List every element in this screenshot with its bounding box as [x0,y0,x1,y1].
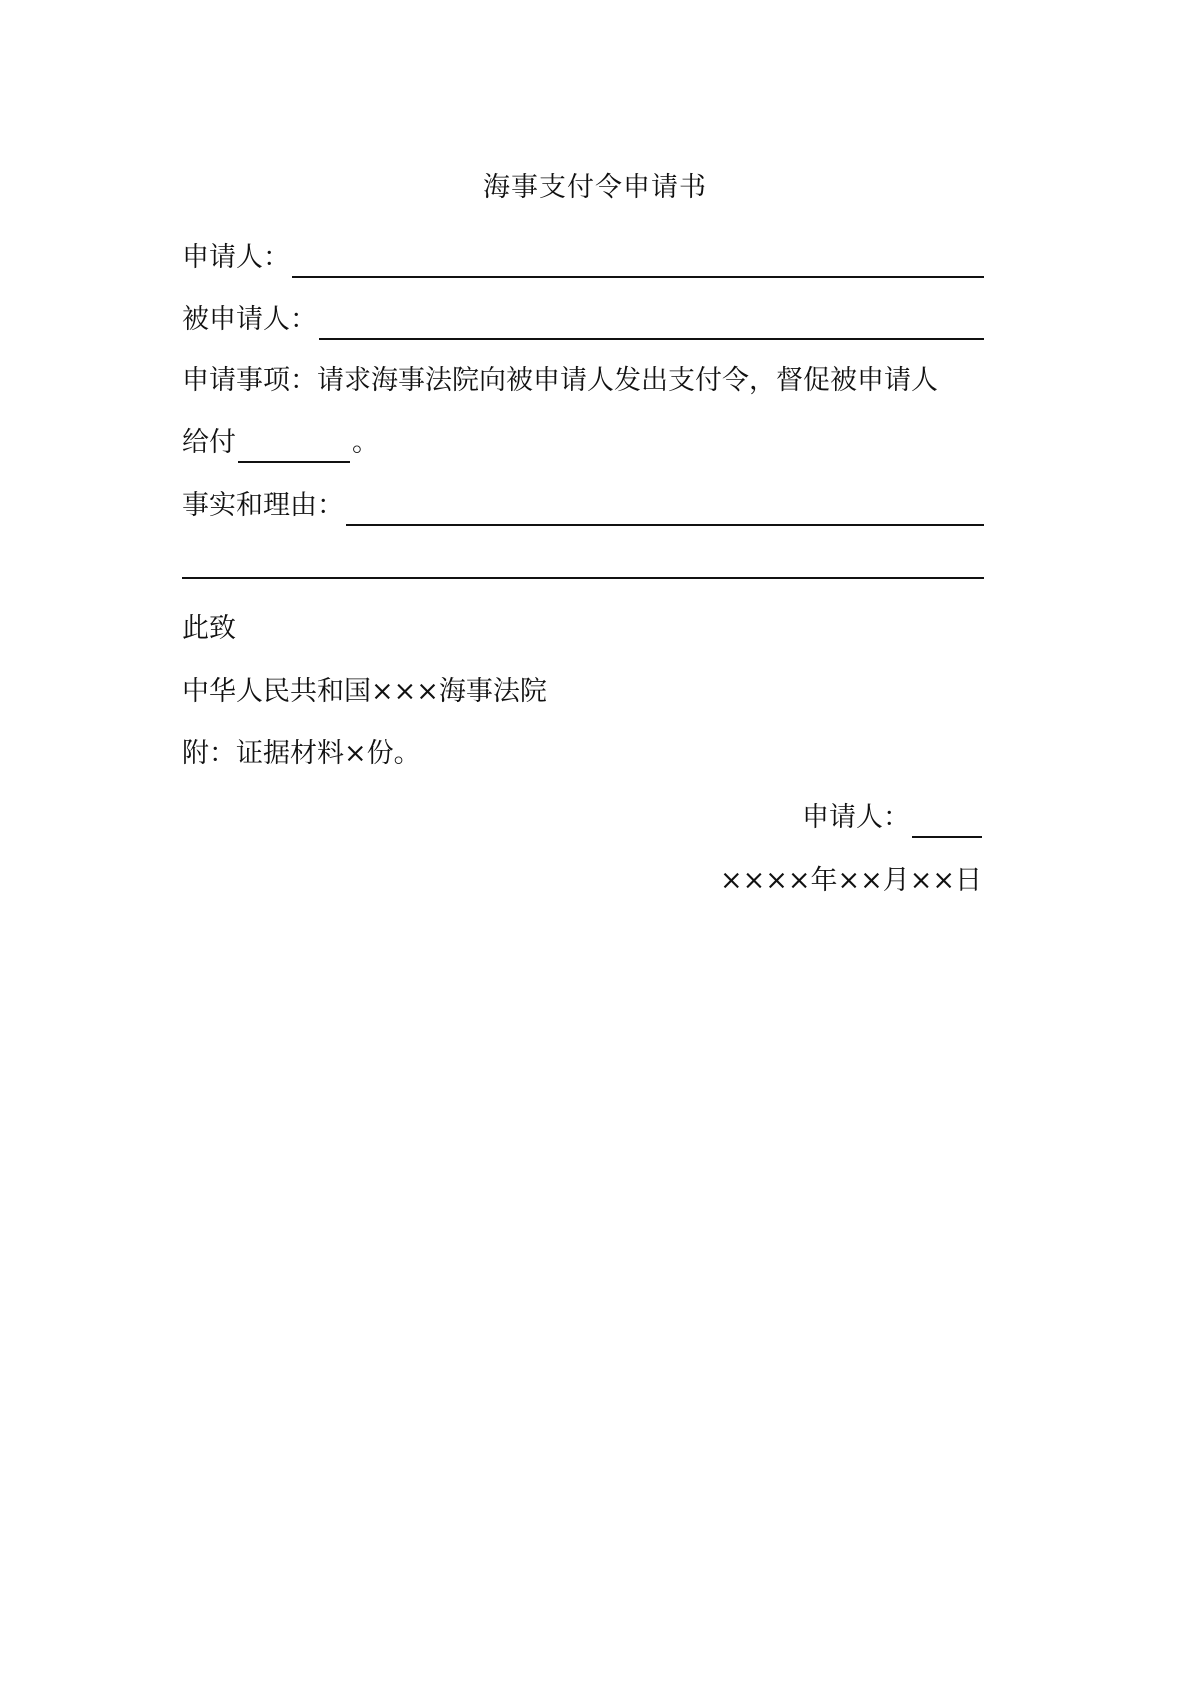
closing-text: 此致 [182,613,236,644]
request-line-2 [182,423,379,463]
signature-blank-line[interactable] [912,805,982,838]
court-name: 中华人民共和国×××海事法院 [182,676,547,707]
facts-continuation-line[interactable] [182,577,984,579]
signature-row [802,798,982,838]
facts-blank-line[interactable] [346,493,984,526]
applicant-row [182,238,984,278]
attachment-text: 附：证据材料×份。 [182,738,421,769]
respondent-blank-line[interactable] [319,307,984,340]
request-payment-suffix: 。 [352,427,379,458]
document-date: ××××年××月××日 [720,865,982,896]
respondent-label: 被申请人： [182,304,317,335]
document-title: 海事支付令申请书 [483,172,707,203]
request-payment-prefix: 给付 [182,427,236,458]
applicant-blank-line[interactable] [292,245,984,278]
signature-label: 申请人： [802,802,910,833]
payment-amount-blank-line[interactable] [238,430,350,463]
request-line-1: 申请事项：请求海事法院向被申请人发出支付令，督促被申请人 [182,365,938,396]
facts-row [182,486,984,526]
respondent-row [182,300,984,340]
applicant-label: 申请人： [182,242,290,273]
facts-label: 事实和理由： [182,490,344,521]
